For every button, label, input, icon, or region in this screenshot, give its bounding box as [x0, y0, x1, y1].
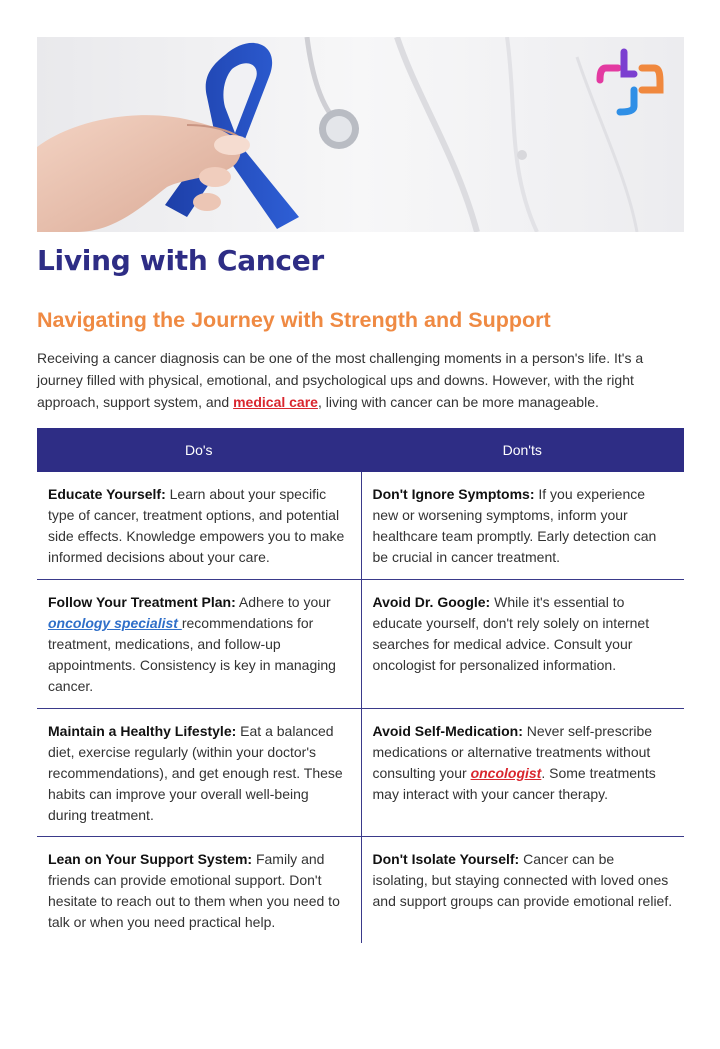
hero-image — [37, 37, 684, 232]
dont-text: Never self-prescribe medications or alternative treatments without consulting your — [372, 723, 653, 781]
table-row — [37, 708, 684, 836]
intro-text: Receiving a cancer diagnosis can be one of the most challenging moments in a person's life. It's a journey filled with physical, emotional, and psychological ups and downs. However, with the right approach, support system, and — [37, 350, 644, 410]
medical-cross-logo-icon — [594, 46, 666, 118]
intro-text-end: , living with cancer can be more manageable. — [317, 394, 599, 410]
do-cell — [37, 836, 361, 943]
table-row — [37, 472, 684, 579]
header-dos: Do's — [184, 442, 213, 458]
do-text: Learn about your specific type of cancer, treatment options, and potential side effects. Knowledge empowers you to make informed decisions about your care. — [48, 486, 345, 565]
doctor-ribbon-illustration — [37, 37, 684, 232]
dont-title: Avoid Dr. Google: — [372, 594, 491, 610]
dont-text: If you experience new or worsening symptoms, inform your healthcare team promptly. Early detection can be crucial in cancer treatment. — [372, 486, 657, 565]
table-header — [37, 428, 684, 472]
do-title: Educate Yourself: — [48, 486, 166, 502]
dont-title: Don't Ignore Symptoms: — [372, 486, 535, 502]
dont-text: While it's essential to educate yourself, don't rely solely on internet searches for medical advice. Consult your oncologist for personalized information. — [372, 594, 650, 673]
page-subtitle: Navigating the Journey with Strength and Support — [37, 308, 551, 332]
table-row — [37, 836, 684, 943]
do-text: Adhere to your — [235, 594, 331, 610]
header-donts: Don'ts — [502, 442, 542, 458]
dont-title: Avoid Self-Medication: — [372, 723, 523, 739]
do-title: Lean on Your Support System: — [48, 851, 253, 867]
do-cell — [37, 472, 361, 579]
intro-paragraph — [37, 347, 687, 413]
do-text: Eat a balanced diet, exercise regularly (within your doctor's recommendations), and get enough rest. These habits can improve your overall well-being during treatment. — [48, 723, 343, 823]
do-text: Family and friends can provide emotional support. Don't hesitate to reach out to them when you need to talk or when you need practical help. — [48, 851, 340, 930]
medical-care-link[interactable]: medical care — [233, 394, 318, 410]
dos-donts-table — [37, 428, 684, 943]
dont-text-end: . Some treatments may interact with your cancer therapy. — [372, 765, 656, 802]
do-cell — [37, 708, 361, 836]
dont-cell — [361, 708, 685, 836]
dont-cell — [361, 472, 685, 579]
dont-title: Don't Isolate Yourself: — [372, 851, 520, 867]
do-title: Maintain a Healthy Lifestyle: — [48, 723, 237, 739]
do-cell — [37, 579, 361, 708]
table-row — [37, 579, 684, 708]
dont-cell — [361, 836, 685, 943]
do-text-end: recommendations for treatment, medications, and follow-up appointments. Consistency is key in managing cancer. — [48, 615, 336, 694]
dont-cell — [361, 579, 685, 708]
dont-text: Cancer can be isolating, but staying connected with loved ones and support groups can provide emotional relief. — [372, 851, 673, 909]
do-title: Follow Your Treatment Plan: — [48, 594, 236, 610]
page-title: Living with Cancer — [37, 244, 324, 277]
oncology-specialist-link[interactable]: oncology specialist — [48, 615, 182, 631]
oncologist-link[interactable]: oncologist — [470, 765, 542, 781]
